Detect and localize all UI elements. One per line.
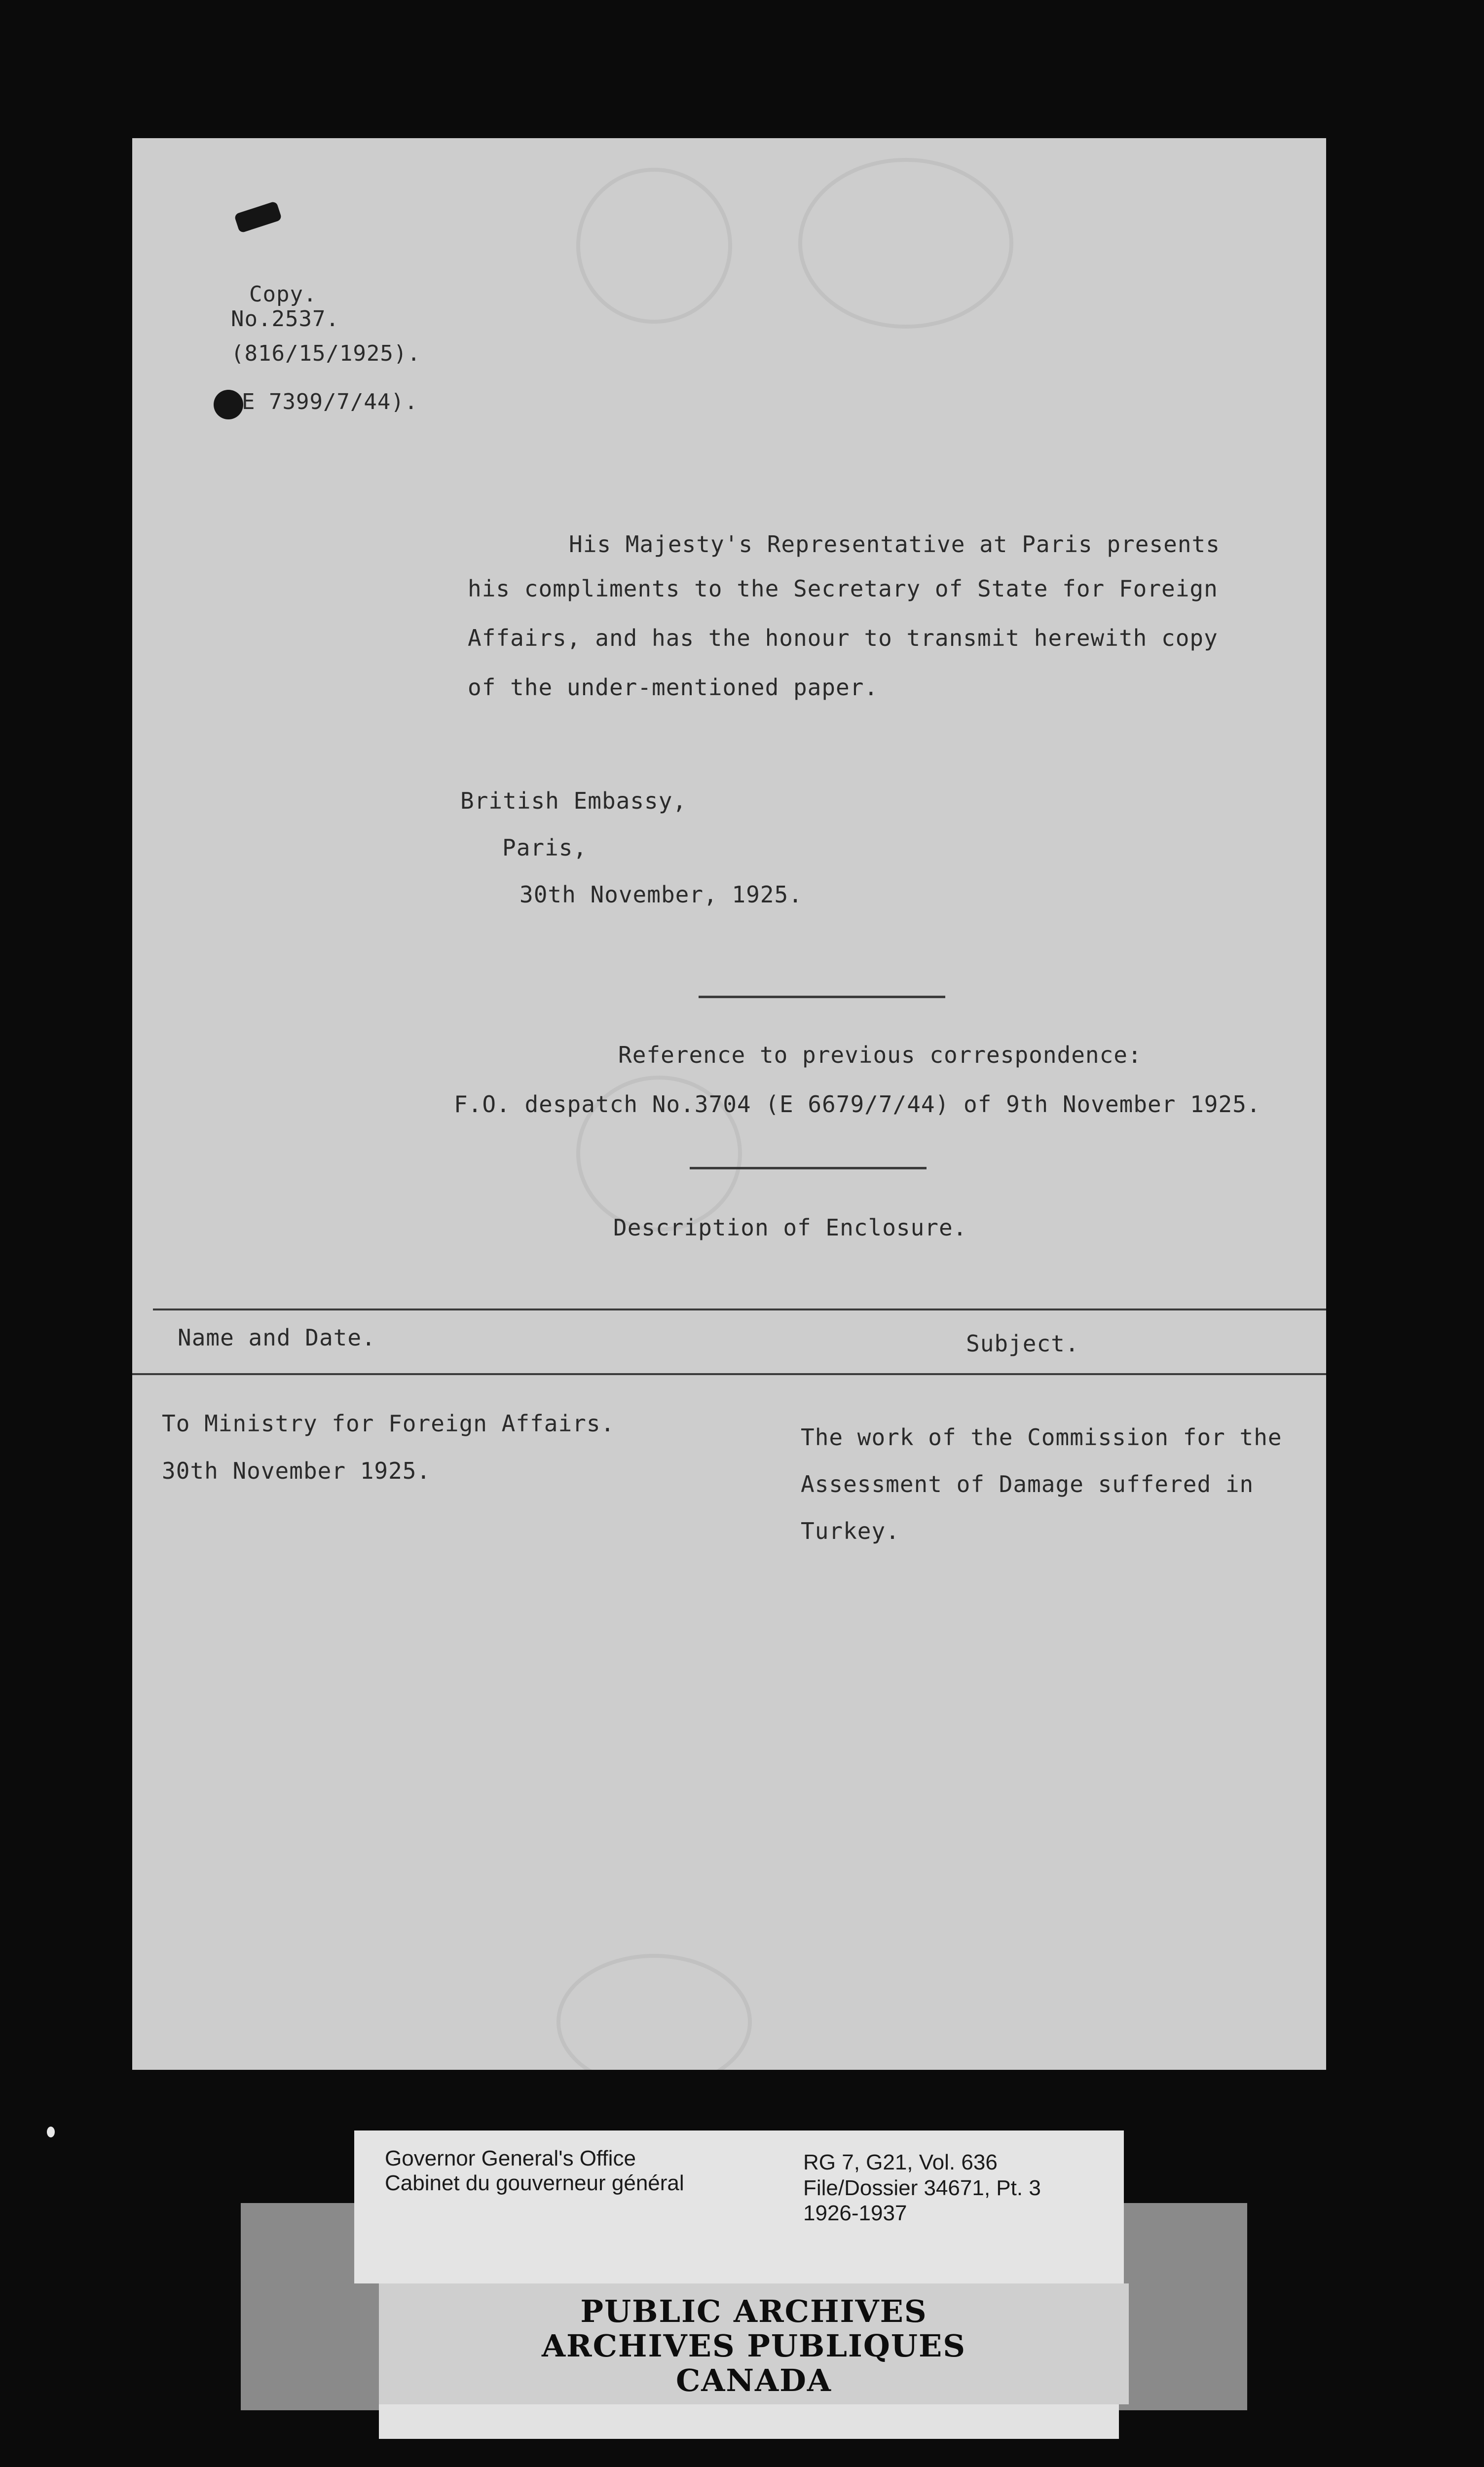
watermark-seal <box>576 168 732 324</box>
record-group: RG 7, G21, Vol. 636 <box>803 2150 998 2174</box>
stamp-line-3: CANADA <box>675 2362 832 2398</box>
stamp-line-1: PUBLIC ARCHIVES <box>580 2293 928 2329</box>
address-line-1: British Embassy, <box>460 787 687 814</box>
reference-heading: Reference to previous correspondence: <box>618 1042 1142 1068</box>
enclosure-name-line-1: To Ministry for Foreign Affairs. <box>162 1410 615 1437</box>
body-line-4: of the under-mentioned paper. <box>468 674 879 701</box>
watermark-seal <box>556 1954 752 2070</box>
enclosure-date: 30th November 1925. <box>162 1458 431 1484</box>
stamp-line-2: ARCHIVES PUBLIQUES <box>541 2328 966 2364</box>
divider-rule <box>699 996 945 998</box>
dust-speck <box>47 2127 55 2137</box>
office-name-fr: Cabinet du gouverneur général <box>385 2171 684 2195</box>
body-line-3: Affairs, and has the honour to transmit herewith copy <box>468 625 1218 651</box>
document-number: No.2537. <box>231 306 339 332</box>
document-page <box>132 138 1326 2070</box>
date-range: 1926-1937 <box>803 2201 907 2225</box>
archive-label <box>354 2131 1124 2283</box>
copy-label: Copy. <box>249 282 317 307</box>
table-header-rule <box>132 1373 1326 1375</box>
reference-number-2: E 7399/7/44). <box>242 389 418 414</box>
body-line-2: his compliments to the Secretary of State for Foreign <box>468 575 1218 602</box>
divider-rule <box>690 1167 927 1169</box>
enclosure-subject-line-2: Assessment of Damage suffered in <box>801 1471 1254 1497</box>
reference-text: F.O. despatch No.3704 (E 6679/7/44) of 9th November 1925. <box>454 1091 1261 1118</box>
office-name-en: Governor General's Office <box>385 2146 636 2170</box>
enclosure-heading: Description of Enclosure. <box>613 1214 967 1241</box>
reference-number-1: (816/15/1925). <box>231 341 421 366</box>
label-bottom-tab <box>379 2404 1119 2439</box>
address-line-2: Paris, <box>502 834 588 861</box>
file-dossier: File/Dossier 34671, Pt. 3 <box>803 2176 1041 2200</box>
address-line-3: 30th November, 1925. <box>519 881 803 908</box>
table-top-rule <box>153 1308 1326 1310</box>
public-archives-stamp <box>379 2283 1129 2404</box>
hole-punch-mark <box>214 390 243 419</box>
subject-column-header: Subject. <box>966 1330 1079 1357</box>
watermark-seal <box>798 158 1013 329</box>
name-date-column-header: Name and Date. <box>178 1324 376 1351</box>
body-line-1: His Majesty's Representative at Paris presents <box>569 531 1220 558</box>
staple-mark <box>234 201 282 233</box>
enclosure-subject-line-3: Turkey. <box>801 1518 900 1544</box>
enclosure-subject-line-1: The work of the Commission for the <box>801 1424 1282 1451</box>
